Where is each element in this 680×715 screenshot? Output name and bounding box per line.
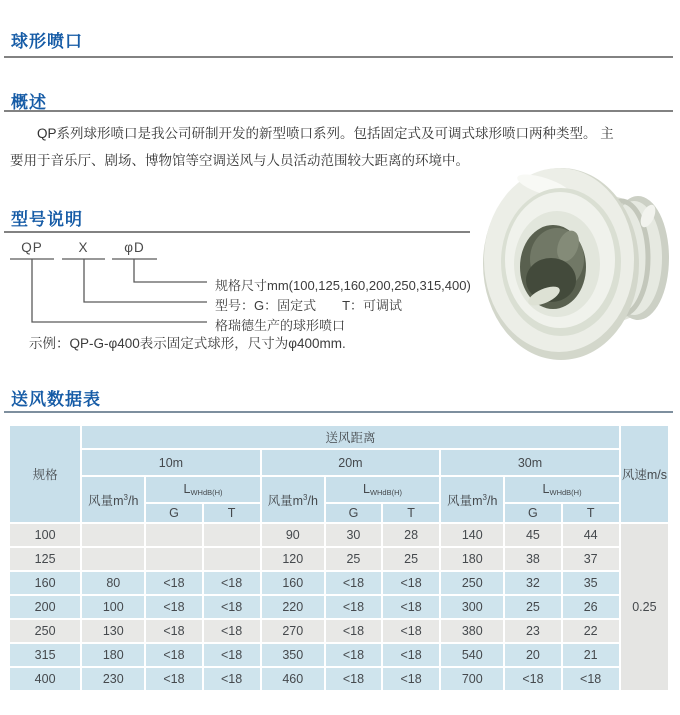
noise-label: L [183,482,191,496]
col-header-30m: 30m [441,450,619,475]
col-header-airflow-10m [82,477,144,522]
table-cell: 25 [326,548,381,570]
datasheet-divider [4,411,673,413]
col-header-t: T [383,504,439,522]
table-cell: <18 [383,620,439,642]
table-row-100 [10,524,668,546]
airflow-suffix: /h [486,493,498,508]
row-spec: 315 [10,644,80,666]
table-cell: 26 [563,596,619,618]
table-cell: <18 [146,572,201,594]
col-header-spec: 规格 [10,426,80,522]
table-cell: 220 [262,596,324,618]
table-cell [146,548,201,570]
row-spec: 100 [10,524,80,546]
table-cell: <18 [326,572,381,594]
col-header-t: T [204,504,260,522]
table-cell: 140 [441,524,503,546]
table-cell [146,524,201,546]
table-cell: 35 [563,572,619,594]
table-cell: <18 [326,596,381,618]
header-row-distance-values [10,450,668,475]
table-cell: 120 [262,548,324,570]
table-cell: 700 [441,668,503,690]
air-supply-table [8,424,670,692]
table-cell: 25 [383,548,439,570]
row-spec: 160 [10,572,80,594]
table-cell: <18 [326,668,381,690]
noise-sub: WHdB(H) [549,488,582,497]
col-header-airflow-20m [262,477,324,522]
table-cell: 270 [262,620,324,642]
table-cell: 350 [262,644,324,666]
table-cell: 540 [441,644,503,666]
row-spec: 250 [10,620,80,642]
col-header-wind-speed: 风速m/s [621,426,668,522]
table-cell: 160 [262,572,324,594]
overview-line-2: 要用于音乐厅、剧场、博物馆等空调送风与人员活动范围较大距离的环境中。 [10,153,469,168]
col-header-g: G [505,504,560,522]
table-cell: 20 [505,644,560,666]
table-cell: <18 [146,644,201,666]
overview-divider [4,110,673,112]
model-code-type: X [78,240,89,255]
overview-line-1: QP系列球形喷口是我公司研制开发的新型喷口系列。包括固定式及可调式球形喷口两种类型。 主 [37,126,614,141]
table-cell: <18 [146,596,201,618]
col-header-noise-30m [505,477,618,502]
table-cell [204,524,260,546]
airflow-suffix: /h [307,493,318,508]
table-cell [82,548,144,570]
airflow-sup: 3 [303,492,308,502]
table-cell: 180 [82,644,144,666]
table-row-250 [10,620,668,642]
table-cell: <18 [146,620,201,642]
table-cell: 38 [505,548,560,570]
airflow-sup: 3 [123,492,128,502]
noise-label: L [542,482,550,496]
table-cell: <18 [383,572,439,594]
model-divider [4,231,470,233]
col-header-distance-group: 送风距离 [82,426,619,448]
noise-sub: WHdB(H) [190,488,223,497]
airflow-label: 风量m [447,493,483,508]
col-header-t: T [563,504,619,522]
col-header-airflow-30m [441,477,503,522]
spherical-nozzle-photo [478,158,678,368]
table-cell: 180 [441,548,503,570]
table-cell: 23 [505,620,560,642]
row-spec: 400 [10,668,80,690]
table-cell: 37 [563,548,619,570]
table-cell: <18 [383,596,439,618]
table-cell: <18 [505,668,560,690]
table-cell: 130 [82,620,144,642]
col-header-10m: 10m [82,450,259,475]
table-cell: 25 [505,596,560,618]
model-label-size: 规格尺寸mm(100,125,160,200,250,315,400) [215,278,471,293]
table-row-160 [10,572,668,594]
table-row-125 [10,548,668,570]
table-cell: <18 [204,620,260,642]
model-example: 示例：QP-G-φ400表示固定式球形，尺寸为φ400mm. [29,336,346,351]
table-cell: <18 [204,668,260,690]
table-cell: <18 [204,644,260,666]
table-cell: <18 [326,620,381,642]
table-cell: 380 [441,620,503,642]
row-spec: 200 [10,596,80,618]
model-label-brand: 格瑞德生产的球形喷口 [215,318,346,333]
table-cell: <18 [204,572,260,594]
page-title: 球形喷口 [11,32,83,51]
model-label-type: 型号：G：固定式 T：可调试 [215,298,403,313]
header-row-measures [10,477,668,502]
col-header-20m: 20m [262,450,439,475]
noise-label: L [362,482,370,496]
table-row-315 [10,644,668,666]
col-header-g: G [326,504,381,522]
table-cell: 45 [505,524,560,546]
table-cell: 30 [326,524,381,546]
table-cell: 230 [82,668,144,690]
table-cell: 80 [82,572,144,594]
table-cell: <18 [146,668,201,690]
model-code-prefix: QP [21,240,43,255]
table-cell: <18 [204,596,260,618]
table-cell: 22 [563,620,619,642]
datasheet-heading: 送风数据表 [11,390,101,409]
airflow-suffix: /h [128,493,139,508]
table-cell: 32 [505,572,560,594]
table-cell: <18 [326,644,381,666]
table-cell: <18 [383,644,439,666]
airflow-label: 风量m [88,493,124,508]
airflow-label: 风量m [267,493,304,508]
table-cell: 44 [563,524,619,546]
model-heading: 型号说明 [11,210,83,229]
table-cell: 460 [262,668,324,690]
col-header-noise-10m [146,477,259,502]
title-divider [4,56,673,58]
table-cell: <18 [563,668,619,690]
airflow-sup: 3 [482,492,487,502]
table-cell [204,548,260,570]
model-code-size: φD [124,240,145,255]
header-row-distance [10,426,668,448]
table-cell: 90 [262,524,324,546]
model-code-diagram [10,240,480,360]
table-cell: 100 [82,596,144,618]
noise-sub: WHdB(H) [369,488,403,497]
table-cell: 300 [441,596,503,618]
overview-heading: 概述 [11,93,47,112]
table-cell: 21 [563,644,619,666]
table-cell: 250 [441,572,503,594]
wind-speed-value: 0.25 [621,524,668,690]
table-row-200 [10,596,668,618]
table-cell: <18 [383,668,439,690]
table-cell: 28 [383,524,439,546]
row-spec: 125 [10,548,80,570]
table-row-400 [10,668,668,690]
col-header-noise-20m [326,477,439,502]
col-header-g: G [146,504,201,522]
table-cell [82,524,144,546]
